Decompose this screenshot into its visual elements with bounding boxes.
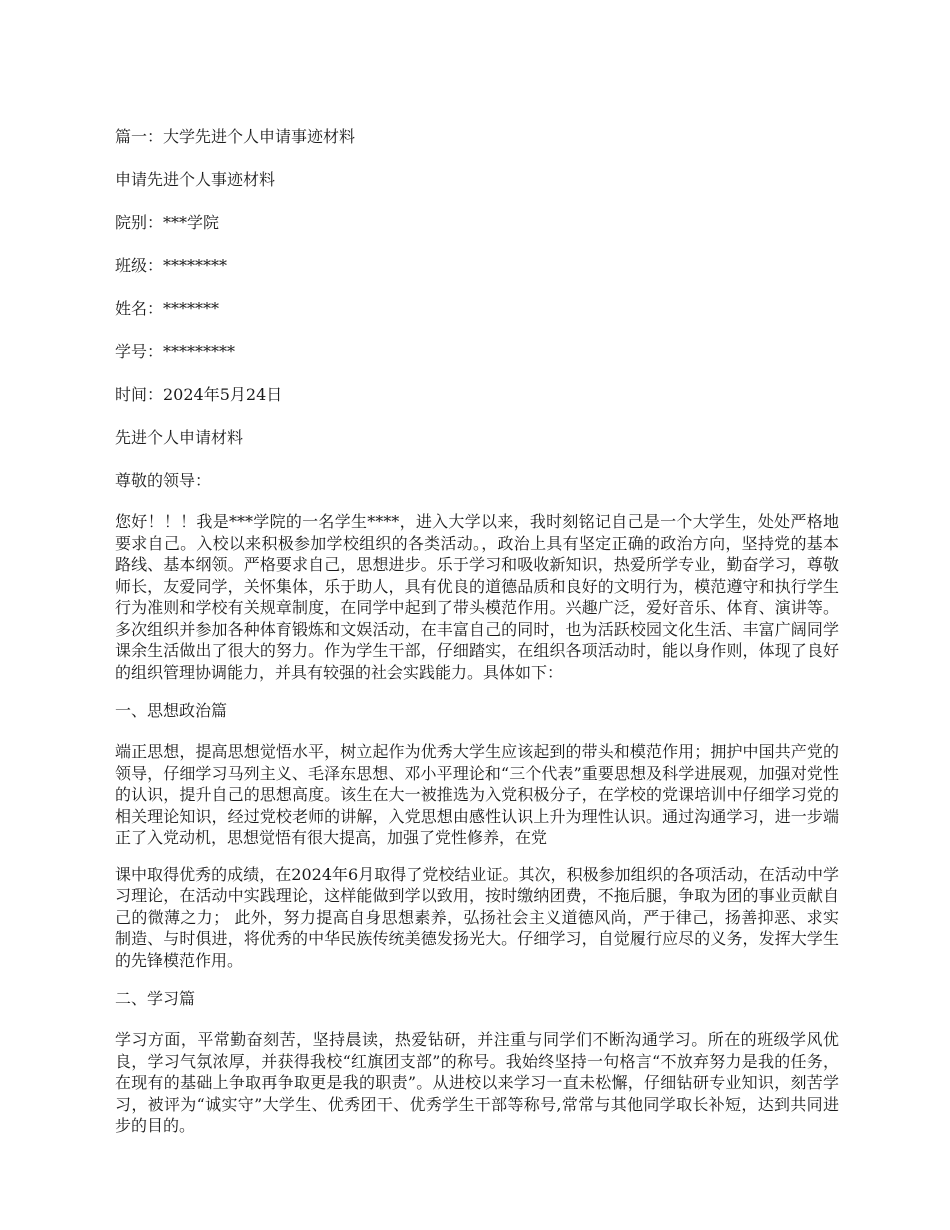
politics-paragraph-1: 端正思想，提高思想觉悟水平，树立起作为优秀大学生应该起到的带头和模范作用；拥护中国共产党的领导，仔细学习马列主义、毛泽东思想、邓小平理论和“三个代表”重要思想及科学进展观，加强对党性的认识，提升自己的思想高度。该生在大一被推选为入党积极分子，在学校的党课培训中仔细学习党的相关理论知识，经过党校老师的讲解，入党思想由感性认识上升为理性认识。通过沟通学习，进一步端正了入党动机，思想觉悟有很大提高，加强了党性修养，在党 <box>115 742 839 847</box>
department-field: 院别：***学院 <box>115 213 220 232</box>
document-page <box>115 124 839 1151</box>
student-id-field: 学号：********* <box>115 342 236 361</box>
class-field: 班级：******** <box>115 256 228 275</box>
material-title: 申请先进个人事迹材料 <box>115 170 276 189</box>
name-field: 姓名：******* <box>115 299 220 318</box>
date-field: 时间：2024年5月24日 <box>115 385 283 404</box>
study-paragraph: 学习方面，平常勤奋刻苦，坚持晨读，热爱钻研，并注重与同学们不断沟通学习。所在的班级学风优良，学习气氛浓厚，并获得我校“红旗团支部”的称号。我始终坚持一句格言“不放弃努力是我的任务，在现有的基础上争取再争取更是我的职责”。从进校以来学习一直未松懈，仔细钻研专业知识，刻苦学习，被评为“诚实守”大学生、优秀团干、优秀学生干部等称号,常常与其他同学取长补短，达到共同进步的目的。 <box>115 1030 839 1135</box>
section-title-politics: 一、思想政治篇 <box>115 701 228 720</box>
application-subtitle: 先进个人申请材料 <box>115 428 244 447</box>
section-title-study: 二、学习篇 <box>115 989 196 1008</box>
document-heading: 篇一：大学先进个人申请事迹材料 <box>115 127 356 146</box>
intro-paragraph: 您好！！！我是***学院的一名学生****，进入大学以来，我时刻铭记自己是一个大学生，处处严格地要求自己。入校以来积极参加学校组织的各类活动。，政治上具有坚定正确的政治方向，坚持党的基本路线、基本纲领。严格要求自己，思想进步。乐于学习和吸收新知识，热爱所学专业，勤奋学习，尊敬师长，友爱同学，关怀集体，乐于助人，具有优良的道德品质和良好的文明行为，模范遵守和执行学生行为准则和学校有关规章制度，在同学中起到了带头模范作用。兴趣广泛，爱好音乐、体育、演讲等。多次组织并参加各种体育锻炼和文娱活动，在丰富自己的同时，也为活跃校园文化生活、丰富广阔同学课余生活做出了很大的努力。作为学生干部，仔细踏实，在组织各项活动时，能以身作则，体现了良好的组织管理协调能力，并具有较强的社会实践能力。具体如下： <box>115 512 839 682</box>
politics-paragraph-2: 课中取得优秀的成绩，在2024年6月取得了党校结业证。其次，积极参加组织的各项活动，在活动中学习理论，在活动中实践理论，这样能做到学以致用，按时缴纳团费，不拖后腿，争取为团的事业贡献自己的微薄之力； 此外，努力提高自身思想素养，弘扬社会主义道德风尚，严于律己，扬善抑恶、求实制造、与时俱进，将优秀的中华民族传统美德发扬光大。仔细学习，自觉履行应尽的义务，发挥大学生的先锋模范作用。 <box>115 864 839 970</box>
salutation: 尊敬的领导： <box>115 471 212 490</box>
